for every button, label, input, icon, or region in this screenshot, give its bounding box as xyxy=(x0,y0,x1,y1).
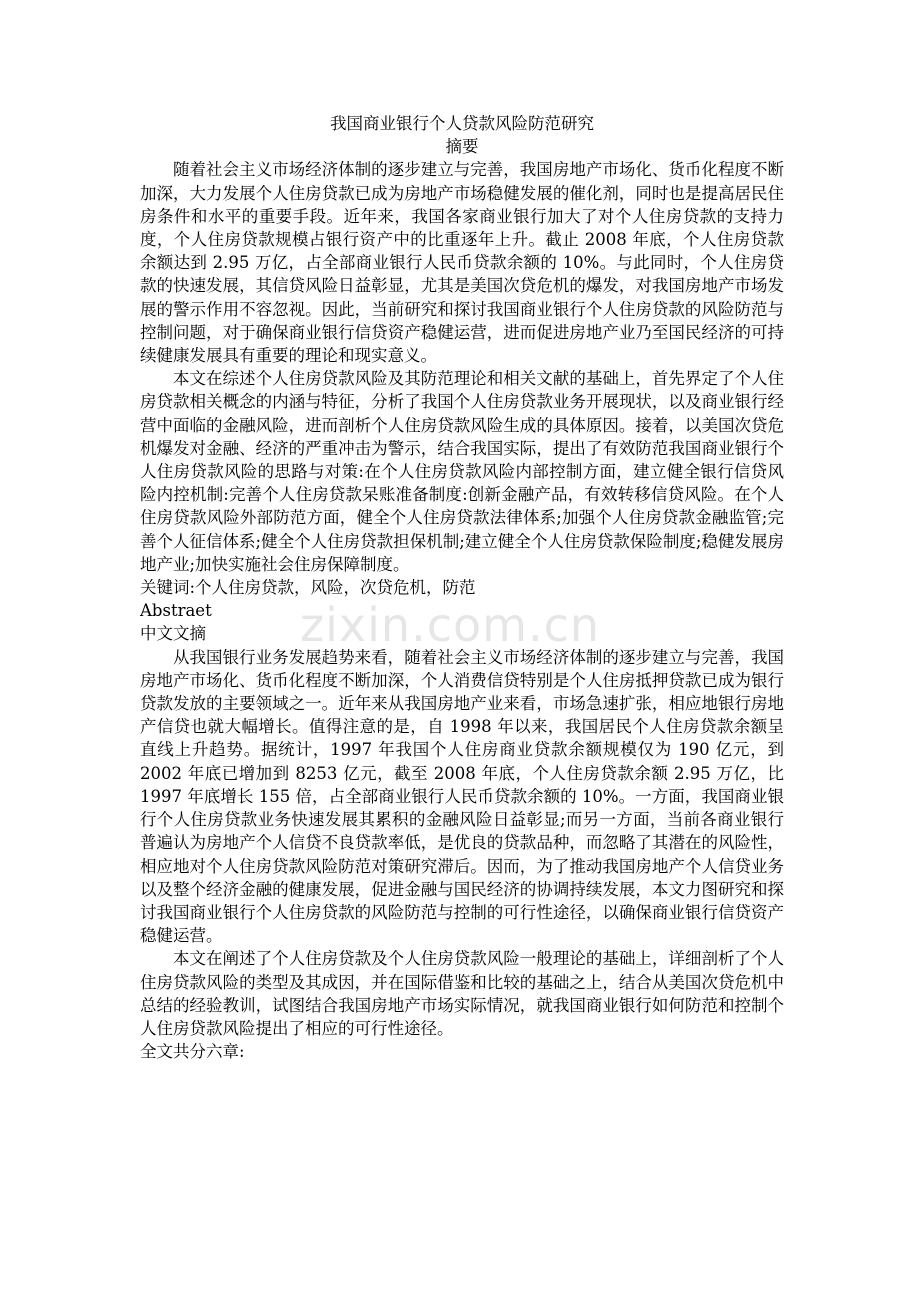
chinese-abstract-heading: 中文文摘 xyxy=(140,624,206,644)
keywords-line: 关键词:个人住房贷款，风险，次贷危机，防范 xyxy=(140,578,476,598)
watermark-text: zixin.com.cn xyxy=(300,598,601,652)
abstract-heading: 摘要 xyxy=(445,137,479,157)
document-title: 我国商业银行个人贷款风险防范研究 xyxy=(330,114,594,133)
body-paragraph-2: 本文在阐述了个人住房贷款及个人住房贷款风险一般理论的基础上，详细剖析了个人住房贷款风险的类型及其成因，并在国际借鉴和比较的基础之上，结合从美国次贷危机中总结的经验教训，试图结合我国房地产市场实际情况，就我国商业银行如何防范和控制个人住房贷款风险提出了相应的可行性途径。 xyxy=(140,949,784,1038)
chapters-intro-line: 全文共分六章: xyxy=(140,1042,245,1062)
abstract-paragraph-2: 本文在综述个人住房贷款风险及其防范理论和相关文献的基础上，首先界定了个人住房贷款相关概念的内涵与特征，分析了我国个人住房贷款业务开展现状，以及商业银行经营中面临的金融风险，进而剖析个人住房贷款风险生成的具体原因。接着，以美国次贷危机爆发对金融、经济的严重冲击为警示，结合我国实际，提出了有效防范我国商业银行个人住房贷款风险的思路与对策:在个人住房贷款风险内部控制方面，建立健全银行信贷风险内控机制:完善个人住房贷款呆账准备制度:创新金融产品，有效转移信贷风险。在个人住房贷款风险外部防范方面，健全个人住房贷款法律体系;加强个人住房贷款金融监管;完善个人征信体系;健全个人住房贷款担保机制;建立健全个人住房贷款保险制度;稳健发展房地产业;加快实施社会住房保障制度。 xyxy=(140,369,784,574)
english-abstract-heading: Abstraet xyxy=(140,601,212,621)
document-page xyxy=(140,112,784,1063)
abstract-paragraph-1: 随着社会主义市场经济体制的逐步建立与完善，我国房地产市场化、货币化程度不断加深，大力发展个人住房贷款已成为房地产市场稳健发展的催化剂，同时也是提高居民住房条件和水平的重要手段。近年来，我国各家商业银行加大了对个人住房贷款的支持力度，个人住房贷款规模占银行资产中的比重逐年上升。截止 2008 年底，个人住房贷款余额达到 2.95 万亿，占全部商业银行人民币贷款余额的 10%。与此同时，个人住房贷款的快速发展，其信贷风险日益彰显，尤其是美国次贷危机的爆发，对我国房地产市场发展的警示作用不容忽视。因此，当前研究和探讨我国商业银行个人住房贷款的风险防范与控制问题，对于确保商业银行信贷资产稳健运营，进而促进房地产业乃至国民经济的可持续健康发展具有重要的理论和现实意义。 xyxy=(140,160,784,366)
body-paragraph-1: 从我国银行业务发展趋势来看，随着社会主义市场经济体制的逐步建立与完善，我国房地产市场化、货币化程度不断加深，个人消费信贷特别是个人住房抵押贷款已成为银行贷款发放的主要领域之一。近年来从我国房地产业来看，市场急速扩张，相应地银行房地产信贷也就大幅增长。值得注意的是，自 1998 年以来，我国居民个人住房贷款余额呈直线上升趋势。据统计，1997 年我国个人住房商业贷款余额规模仅为 190 亿元，到 2002 年底已增加到 8253 亿元，截至 2008 年底，个人住房贷款余额 2.95 万亿，比 1997 年底增长 155 倍，占全部商业银行人民币贷款余额的 10%。一方面，我国商业银行个人住房贷款业务快速发展其累积的金融风险日益彰显;而另一方面，当前各商业银行普遍认为房地产个人信贷不良贷款率低，是优良的贷款品种，而忽略了其潜在的风险性，相应地对个人住房贷款风险防范对策研究滞后。因而，为了推动我国房地产个人信贷业务以及整个经济金融的健康发展，促进金融与国民经济的协调持续发展，本文力图研究和探讨我国商业银行个人住房贷款的风险防范与控制的可行性途径，以确保商业银行信贷资产稳健运营。 xyxy=(140,647,784,946)
